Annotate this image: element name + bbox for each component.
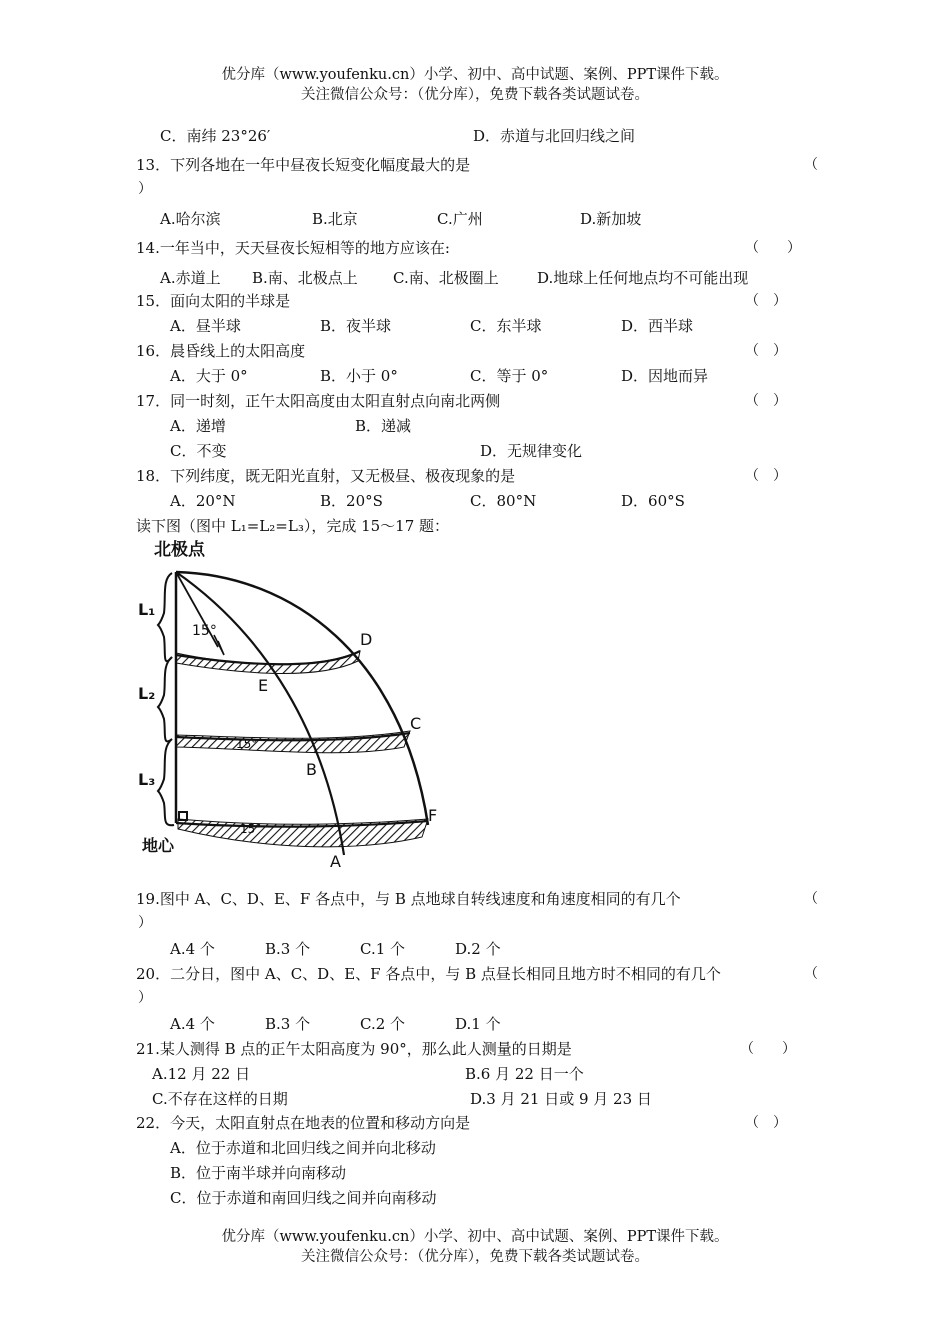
earth-section-diagram (132, 535, 438, 875)
q18-option-a: A．20°N (170, 492, 236, 510)
q17-option-d: D．无规律变化 (480, 442, 583, 460)
q19-option-c: C.1 个 (360, 940, 406, 958)
q18-stem: 18．下列纬度，既无阳光直射，又无极昼、极夜现象的是 (136, 467, 516, 485)
q18-option-c: C．80°N (470, 492, 537, 510)
q17-option-a: A．递增 (170, 417, 226, 435)
q17-stem: 17．同一时刻，正午太阳高度由太阳直射点向南北两侧 (136, 392, 501, 410)
q16-option-a: A．大于 0° (170, 367, 248, 385)
q19-answer-paren-close: ） (138, 915, 152, 931)
q19-option-d: D.2 个 (455, 940, 501, 958)
q20-option-a: A.4 个 (170, 1015, 215, 1033)
q16-option-c: C．等于 0° (470, 367, 549, 385)
q22-answer-paren: （ ） (745, 1115, 787, 1131)
q20-stem: 20．二分日，图中 A、C、D、E、F 各点中，与 B 点昼长相同且地方时不相同的有几个 (136, 965, 721, 983)
q12-option-c: C．南纬 23°26′ (160, 127, 271, 145)
q20-option-d: D.1 个 (455, 1015, 501, 1033)
meridian-arc (176, 572, 344, 855)
q19-option-a: A.4 个 (170, 940, 215, 958)
angle-label-middle: 15° (236, 737, 258, 751)
q17-option-c: C．不变 (170, 442, 227, 460)
q22-option-b: B．位于南半球并向南移动 (170, 1164, 347, 1182)
q13-option-d: D.新加坡 (580, 210, 642, 228)
point-c-label: C (410, 714, 422, 733)
q17-answer-paren: （ ） (745, 393, 787, 409)
q15-stem: 15．面向太阳的半球是 (136, 292, 291, 310)
q22-stem: 22．今天，太阳直射点在地表的位置和移动方向是 (136, 1114, 471, 1132)
q13-answer-paren-close: ） (138, 181, 152, 197)
point-f-label: F (428, 806, 438, 825)
hatch-band-middle (176, 731, 410, 753)
l2-label: L₂ (138, 684, 156, 703)
q14-option-d: D.地球上任何地点均不可能出现 (537, 269, 749, 287)
point-e-label: E (258, 676, 269, 695)
diagram-intro: 读下图（图中 L₁=L₂=L₃），完成 15～17 题： (136, 517, 450, 535)
q21-option-d: D.3 月 21 日或 9 月 23 日 (470, 1090, 652, 1108)
q17-option-b: B．递减 (355, 417, 412, 435)
q16-option-d: D．因地而异 (621, 367, 709, 385)
footer-line-2: 关注微信公众号：（优分库），免费下载各类试题试卷。 (301, 1249, 649, 1265)
q21-answer-paren: （ ） (740, 1041, 796, 1057)
q20-answer-paren-open: （ (804, 966, 818, 982)
q18-option-d: D．60°S (621, 492, 685, 510)
point-b-label: B (306, 760, 317, 779)
q14-option-c: C.南、北极圈上 (393, 269, 499, 287)
q16-answer-paren: （ ） (745, 343, 787, 359)
point-a-label: A (330, 852, 341, 871)
angle-label-lower: 15° (240, 822, 262, 836)
q21-option-c: C.不存在这样的日期 (152, 1090, 288, 1108)
outer-arc (176, 572, 428, 825)
q14-answer-paren: （ ） (745, 240, 801, 256)
q16-stem: 16．晨昏线上的太阳高度 (136, 342, 306, 360)
q15-option-b: B．夜半球 (320, 317, 392, 335)
point-d-label: D (360, 630, 373, 649)
q20-option-b: B.3 个 (265, 1015, 311, 1033)
q15-option-d: D．西半球 (621, 317, 694, 335)
q14-option-b: B.南、北极点上 (252, 269, 358, 287)
q21-option-a: A.12 月 22 日 (152, 1065, 251, 1083)
q15-option-a: A．昼半球 (170, 317, 241, 335)
q13-stem: 13．下列各地在一年中昼夜长短变化幅度最大的是 (136, 156, 471, 174)
q19-answer-paren-open: （ (804, 891, 818, 907)
q13-option-c: C.广州 (437, 210, 483, 228)
brace-l2 (158, 657, 172, 741)
q14-option-a: A.赤道上 (160, 269, 221, 287)
north-pole-label: 北极点 (154, 540, 205, 560)
brace-l3 (158, 739, 174, 825)
q12-option-d: D．赤道与北回归线之间 (473, 127, 636, 145)
q18-option-b: B．20°S (320, 492, 383, 510)
l1-label: L₁ (138, 600, 156, 619)
footer-line-1: 优分库（www.youfenku.cn）小学、初中、高中试题、案例、PPT课件下载。 (221, 1229, 729, 1245)
l3-label: L₃ (138, 770, 156, 789)
q21-option-b: B.6 月 22 日一个 (465, 1065, 584, 1083)
q13-option-b: B.北京 (312, 210, 358, 228)
q18-answer-paren: （ ） (745, 468, 787, 484)
q16-option-b: B．小于 0° (320, 367, 398, 385)
earth-center-label: 地心 (142, 836, 175, 855)
q20-answer-paren-close: ） (138, 990, 152, 1006)
q19-option-b: B.3 个 (265, 940, 311, 958)
q22-option-c: C．位于赤道和南回归线之间并向南移动 (170, 1189, 437, 1207)
q13-option-a: A.哈尔滨 (160, 210, 221, 228)
header-line-1: 优分库（www.youfenku.cn）小学、初中、高中试题、案例、PPT课件下载。 (221, 67, 729, 83)
brace-l1 (158, 573, 172, 661)
q21-stem: 21.某人测得 B 点的正午太阳高度为 90°，那么此人测量的日期是 (136, 1040, 572, 1058)
q15-option-c: C．东半球 (470, 317, 542, 335)
q15-answer-paren: （ ） (745, 293, 787, 309)
angle-label-upper: 15° (192, 623, 217, 639)
q19-stem: 19.图中 A、C、D、E、F 各点中，与 B 点地球自转线速度和角速度相同的有几个 (136, 890, 681, 908)
q22-option-a: A．位于赤道和北回归线之间并向北移动 (170, 1139, 436, 1157)
q20-option-c: C.2 个 (360, 1015, 406, 1033)
q13-answer-paren-open: （ (804, 157, 818, 173)
q14-stem: 14.一年当中，天天昼夜长短相等的地方应该在: (136, 239, 450, 257)
header-line-2: 关注微信公众号：（优分库），免费下载各类试题试卷。 (301, 87, 649, 103)
